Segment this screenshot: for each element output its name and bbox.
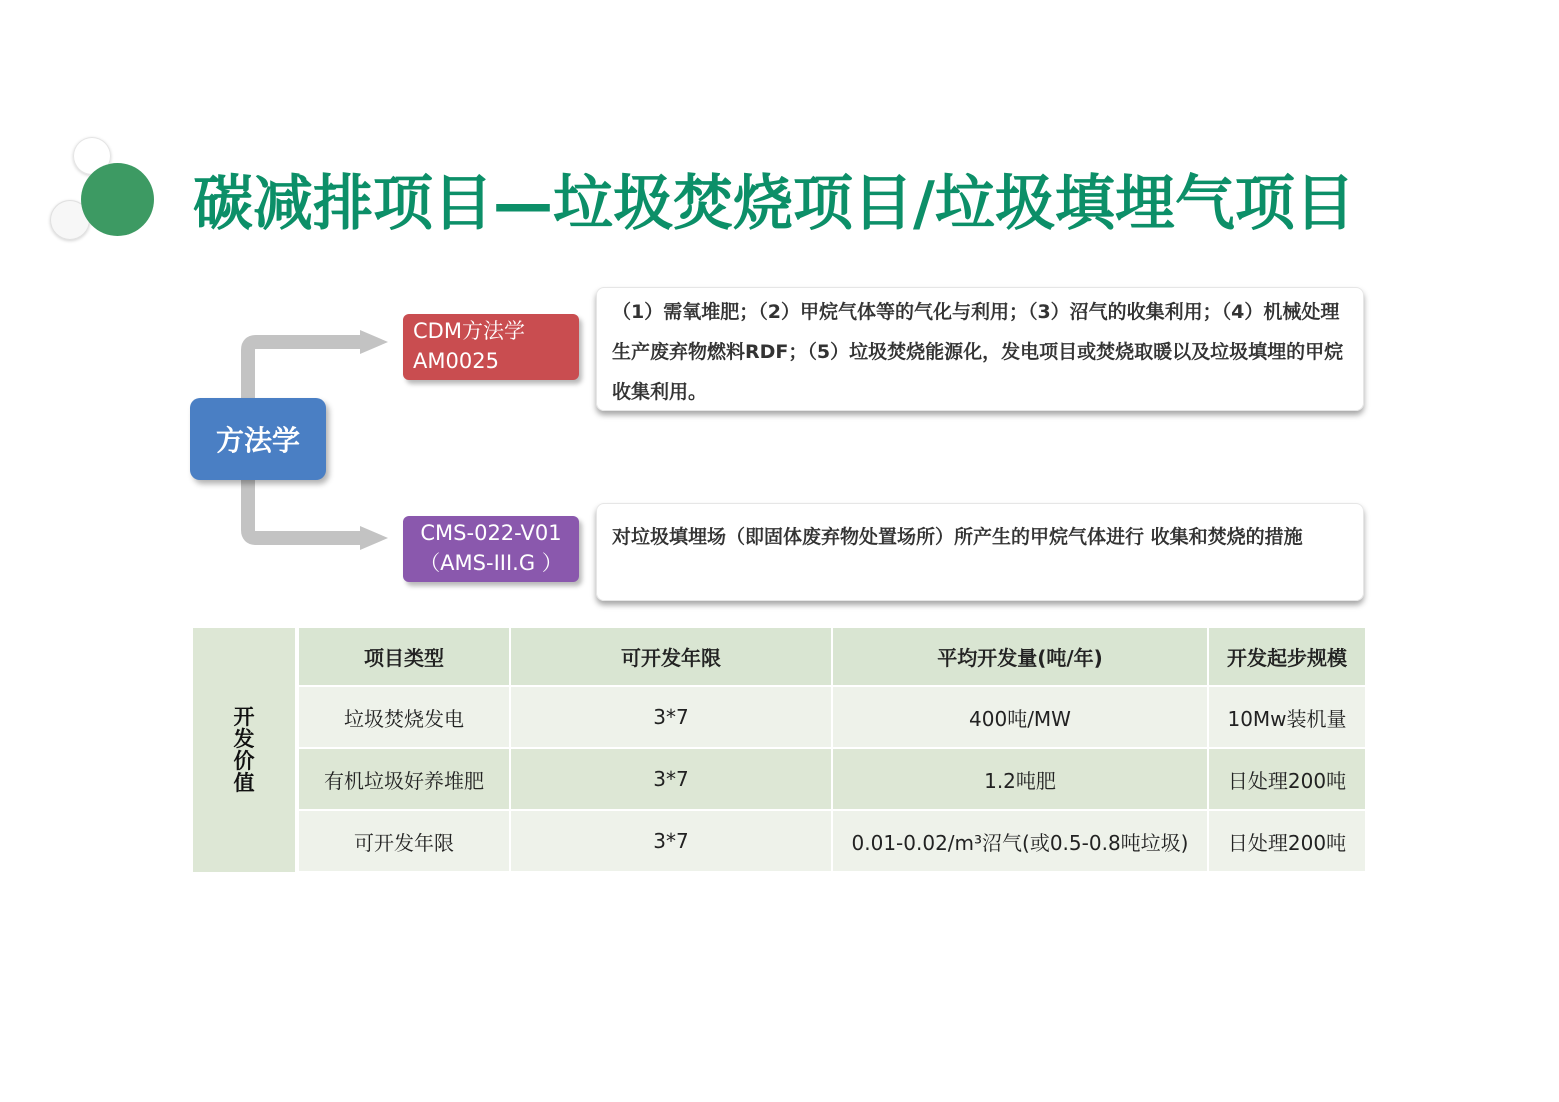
method-box-cms <box>403 516 579 582</box>
table-cell: 10Mw装机量 <box>1208 686 1366 748</box>
arrow-head-cdm <box>360 330 388 354</box>
table-row <box>193 686 1366 748</box>
page-title: 碳减排项目—垃圾焚烧项目/垃圾填埋气项目 <box>193 169 1355 239</box>
table-row <box>193 748 1366 810</box>
table-cell: 可开发年限 <box>297 810 510 872</box>
table-header: 平均开发量(吨/年) <box>832 628 1208 686</box>
method-cms-line-1: CMS-022-V01 <box>420 521 562 545</box>
method-cms-line-2: （AMS-III.G ） <box>419 551 563 575</box>
arrow-head-cms <box>360 526 388 550</box>
table-cell: 400吨/MW <box>832 686 1208 748</box>
table-header: 开发起步规模 <box>1208 628 1366 686</box>
method-box-cdm <box>403 314 579 380</box>
table-side-label-text: 开发价值 <box>233 704 255 795</box>
development-value-table <box>193 628 1367 873</box>
description-box-cdm: （1）需氧堆肥；（2）甲烷气体等的气化与利用；（3）沼气的收集利用；（4）机械处理生产废弃物燃料RDF；（5）垃圾焚烧能源化，发电项目或焚烧取暖以及垃圾填埋的甲烷收集利用。 <box>596 287 1364 411</box>
table-side-label <box>193 628 297 872</box>
table-cell: 1.2吨肥 <box>832 748 1208 810</box>
table-header: 可开发年限 <box>510 628 832 686</box>
root-node-methodology: 方法学 <box>190 398 326 480</box>
table-header: 项目类型 <box>297 628 510 686</box>
arrow-to-cdm <box>248 342 362 398</box>
table-cell: 日处理200吨 <box>1208 748 1366 810</box>
method-cdm-line-2: AM0025 <box>413 349 499 373</box>
table-cell: 3*7 <box>510 810 832 872</box>
table-cell: 有机垃圾好养堆肥 <box>297 748 510 810</box>
table-cell: 垃圾焚烧发电 <box>297 686 510 748</box>
table-cell: 日处理200吨 <box>1208 810 1366 872</box>
arrow-to-cms <box>248 480 362 538</box>
description-box-cms: 对垃圾填埋场（即固体废弃物处置场所）所产生的甲烷气体进行 收集和焚烧的措施 <box>596 503 1364 601</box>
table-row <box>193 810 1366 872</box>
table-cell: 3*7 <box>510 686 832 748</box>
table-header-row <box>193 628 1366 686</box>
table-cell: 3*7 <box>510 748 832 810</box>
method-cdm-line-1: CDM方法学 <box>413 319 525 343</box>
table-cell: 0.01-0.02/m³沼气(或0.5-0.8吨垃圾) <box>832 810 1208 872</box>
